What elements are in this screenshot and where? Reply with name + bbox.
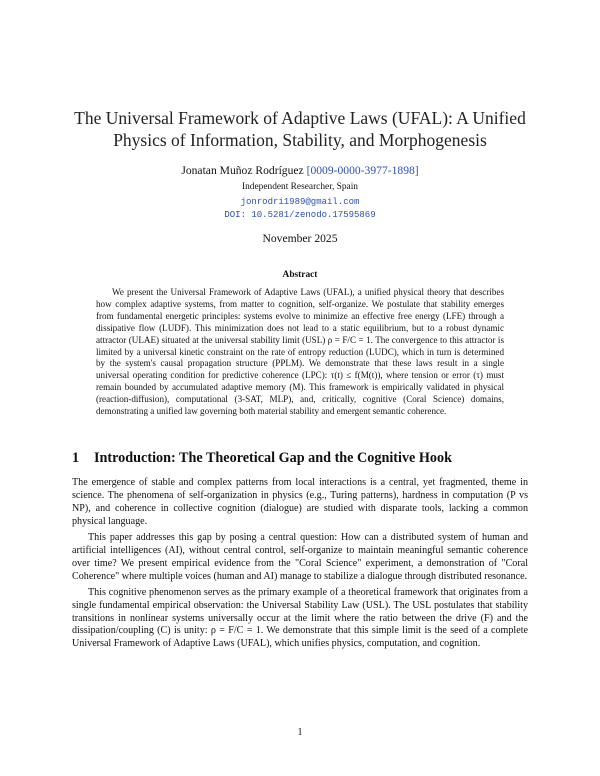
orcid-link[interactable]: [0009-0000-3977-1898] [306,164,419,177]
section-heading [72,450,532,467]
section-number: 1 [72,450,80,466]
email-link[interactable]: jonrodri1989@gmail.com [240,197,360,207]
abstract-text: We present the Universal Framework of Adaptive Laws (UFAL), a unified physical theory that describes how complex adaptive systems, from matter to cognition, self-organize. We postulate that stability emerges from fundamental energetic principles: systems evolve to minimize an effective free energy (LFE) through a dissipative flow (LUDF). This minimization does not lead to a static equilibrium, but to a robust dynamic attractor (ULAE) situated at the universal stability limit (USL) ρ = F/C = 1. The convergence to this attractor is limited by a universal kinetic constraint on the rate of entropy reduction (LUDC), which in turn is determined by the system's causal propagation structure (PPLM). We demonstrate that these laws result in a single universal operating condition for predictive coherence (LPC): τ(t) ≤ f(M(t)), where tension or error (τ) must remain bounded by accumulated adaptive memory (M). This framework is empirically validated in physical (reaction-diffusion), computational (3-SAT, MLP), and, critically, cognitive (Coral Science) domains, demonstrating a unified law governing both material stability and emergent semantic coherence. [96,287,504,417]
author-name: Jonatan Muñoz Rodríguez [181,164,304,177]
body-paragraph: The emergence of stable and complex patterns from local interactions is a central, yet fragmented, theme in science. The phenomena of self-organization in physics (e.g., Turing patterns), hardness in computation (P vs NP), and coherence in collective cognition (dialogue) are studied with disparate tools, lacking a common physical language. [72,477,528,527]
doi-link[interactable]: DOI: 10.5281/zenodo.17595869 [224,210,376,220]
author-line [60,164,540,177]
affiliation: Independent Researcher, Spain [242,182,358,192]
publication-date: November 2025 [262,232,338,245]
body-paragraph: This paper addresses this gap by posing a central question: How can a distributed system of human and artificial intelligences (AI), without central control, self-organize to maintain meaningful semantic coherence over time? We present empirical evidence from the "Coral Science" experiment, a demonstration of "Coral Coherence" where multiple voices (human and AI) manage to stabilize a dialogue through distributed resonance. [72,531,528,582]
page-number: 1 [297,727,303,738]
paper-title: The Universal Framework of Adaptive Laws (UFAL): A Unified Physics of Information, Stability, and Morphogenesis [74,108,526,150]
body-paragraph: This cognitive phenomenon serves as the primary example of a theoretical framework that originates from a single fundamental empirical observation: the Universal Stability Law (USL). The USL postulates that stability transitions in nonlinear systems universally occur at the limit where the ratio between the drive (F) and the dissipation/coupling (C) is unity: ρ = F/C = 1. We demonstrate that this simple limit is the seed of a complete Universal Framework of Adaptive Laws (UFAL), which unifies physics, computation, and cognition. [72,586,528,650]
section-title-text: Introduction: The Theoretical Gap and the Cognitive Hook [94,450,453,466]
abstract-heading: Abstract [282,270,318,280]
section-body [72,477,528,654]
